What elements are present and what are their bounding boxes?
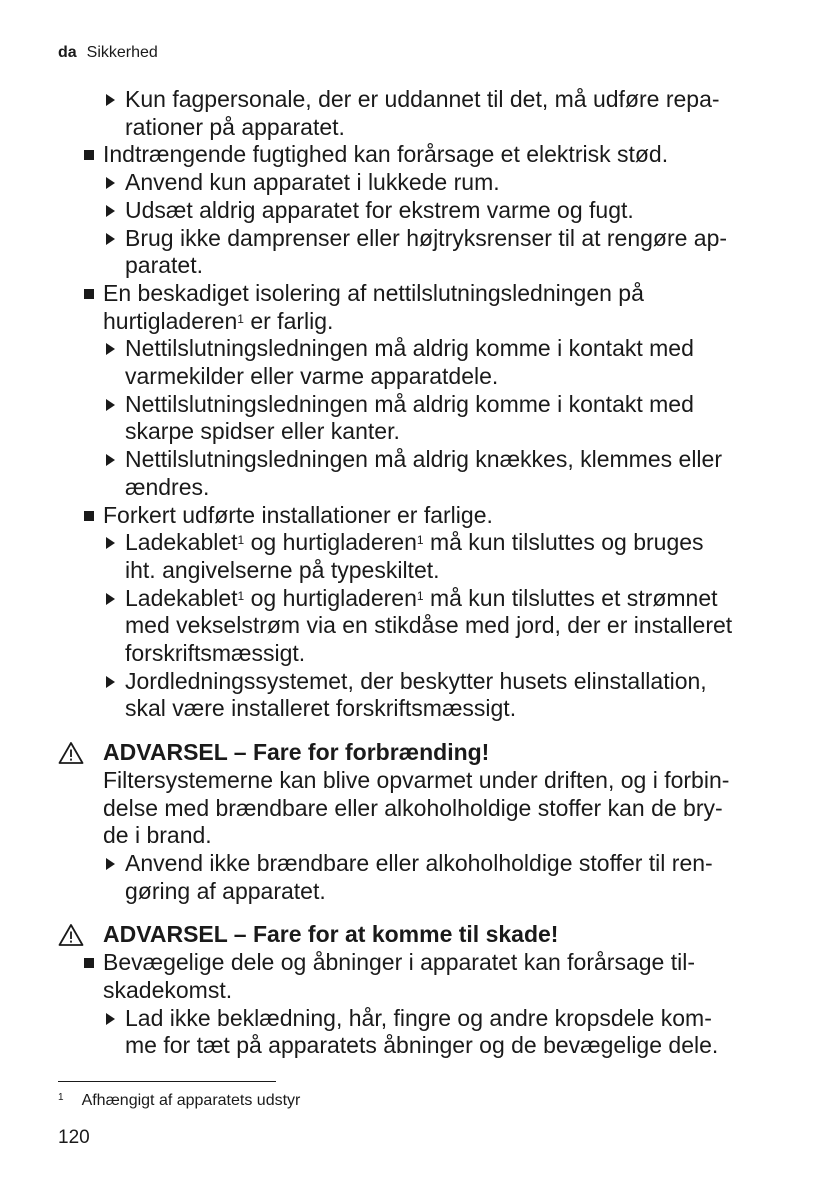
arrow-bullet-icon — [106, 454, 115, 466]
arrow-bullet-icon — [106, 537, 115, 549]
square-bullet-icon — [84, 511, 94, 521]
page-content: Kun fagpersonale, der er uddannet til det, må udføre repa- rationer på apparatet. Indtrængende fugtighed kan forårsage et elektrisk stød. Anvend kun apparatet i lukkede rum. Udsæt aldrig apparatet for ekstrem varme og fugt. Brug ikke damprenser eller højtryksrenser til at rengøre ap- paratet. En beskadiget isolering af nettilslutningsledningen på hurtigladeren$^1$ er farlig. Nettilslutningsledningen må aldrig komme i kontakt med varmekilder eller varme apparatdele. Nettilslutningsledningen må aldrig komme i kontakt med skarpe spidser eller kanter. Nettilslutningsledningen må aldrig knækkes, klemmes eller ændres. Forkert udførte installationer er farlige. Ladekablet$^1$ og hurtigladeren$^1$ må kun tilsluttes og bruges iht. angivelserne på typeskiltet. Ladekablet$^1$ og hurtigladeren$^1$ må kun tilsluttes et strømnet med vekselstrøm via en stikdåse med jord, der er installeret forskriftsmæssigt. Jordledningssystemet, der beskytter husets elinstallation, skal være installeret forskriftsmæssigt. ADVARSEL – Fare for forbrænding! Filtersystemerne kan blive opvarmet under driften, og i forbin- delse med brændbare eller alkoholholdige stoffer kan de bry- de i brand. Anvend ikke brændbare eller alkoholholdige stoffer til ren- gøring af apparatet. ADVARSEL – Fare for at komme til skade! Bevægelige dele og åbninger i apparatet kan forårsage til- skadekomst. Lad ikke beklædning, hår, fingre og andre kropsdele kom- me for tæt på apparatets åbninger og de bevægelige dele. — [0, 86, 839, 1060]
square-bullet-icon — [84, 289, 94, 299]
warning-heading — [0, 921, 839, 949]
section-title: Sikkerhed — [86, 44, 158, 61]
list-item: Anvend ikke brændbare eller alkoholholdige stoffer til ren- — [0, 850, 839, 878]
arrow-bullet-icon — [106, 676, 115, 688]
arrow-bullet-icon — [106, 1013, 115, 1025]
arrow-bullet-icon — [106, 343, 115, 355]
footnote-divider — [58, 1081, 276, 1082]
list-item: Udsæt aldrig apparatet for ekstrem varme og fugt. — [0, 197, 839, 225]
running-header — [58, 44, 158, 62]
warning-triangle-icon — [58, 923, 84, 947]
page-number: 120 — [58, 1127, 90, 1148]
language-code: da — [58, 44, 77, 61]
warning-title: ADVARSEL – Fare for at komme til skade! — [103, 921, 559, 948]
list-item: Kun fagpersonale, der er uddannet til det, må udføre repa- — [0, 86, 839, 114]
list-item: Nettilslutningsledningen må aldrig knækkes, klemmes eller — [0, 446, 839, 474]
list-item: Nettilslutningsledningen må aldrig komme i kontakt med — [0, 391, 839, 419]
list-item: Ladekablet$^1$ og hurtigladeren$^1$ må kun tilsluttes et strømnet — [0, 585, 839, 613]
list-item: Ladekablet$^1$ og hurtigladeren$^1$ må kun tilsluttes og bruges — [0, 529, 839, 557]
list-item: Brug ikke damprenser eller højtryksrenser til at rengøre ap- — [0, 225, 839, 253]
warning-title: ADVARSEL – Fare for forbrænding! — [103, 739, 490, 766]
list-item: Nettilslutningsledningen må aldrig komme i kontakt med — [0, 335, 839, 363]
footnote-number: 1 — [58, 1092, 64, 1103]
list-item: En beskadiget isolering af nettilslutningsledningen på — [0, 280, 839, 308]
list-item: Anvend kun apparatet i lukkede rum. — [0, 169, 839, 197]
arrow-bullet-icon — [106, 205, 115, 217]
list-item: Lad ikke beklædning, hår, fingre og andre kropsdele kom- — [0, 1005, 839, 1033]
warning-text: Filtersystemerne kan blive opvarmet under driften, og i forbin- — [103, 766, 730, 793]
warning-triangle-icon — [58, 741, 84, 765]
list-item: Forkert udførte installationer er farlige. — [0, 502, 839, 530]
list-item: Jordledningssystemet, der beskytter husets elinstallation, — [0, 668, 839, 696]
arrow-bullet-icon — [106, 94, 115, 106]
warning-heading — [0, 739, 839, 767]
arrow-bullet-icon — [106, 858, 115, 870]
arrow-bullet-icon — [106, 177, 115, 189]
footnote — [58, 1092, 300, 1110]
footnote-text: Afhængigt af apparatets udstyr — [81, 1092, 301, 1109]
arrow-bullet-icon — [106, 399, 115, 411]
list-item: Bevægelige dele og åbninger i apparatet kan forårsage til- — [0, 949, 839, 977]
square-bullet-icon — [84, 958, 94, 968]
list-item: Indtrængende fugtighed kan forårsage et elektrisk stød. — [0, 141, 839, 169]
square-bullet-icon — [84, 150, 94, 160]
arrow-bullet-icon — [106, 593, 115, 605]
arrow-bullet-icon — [106, 233, 115, 245]
